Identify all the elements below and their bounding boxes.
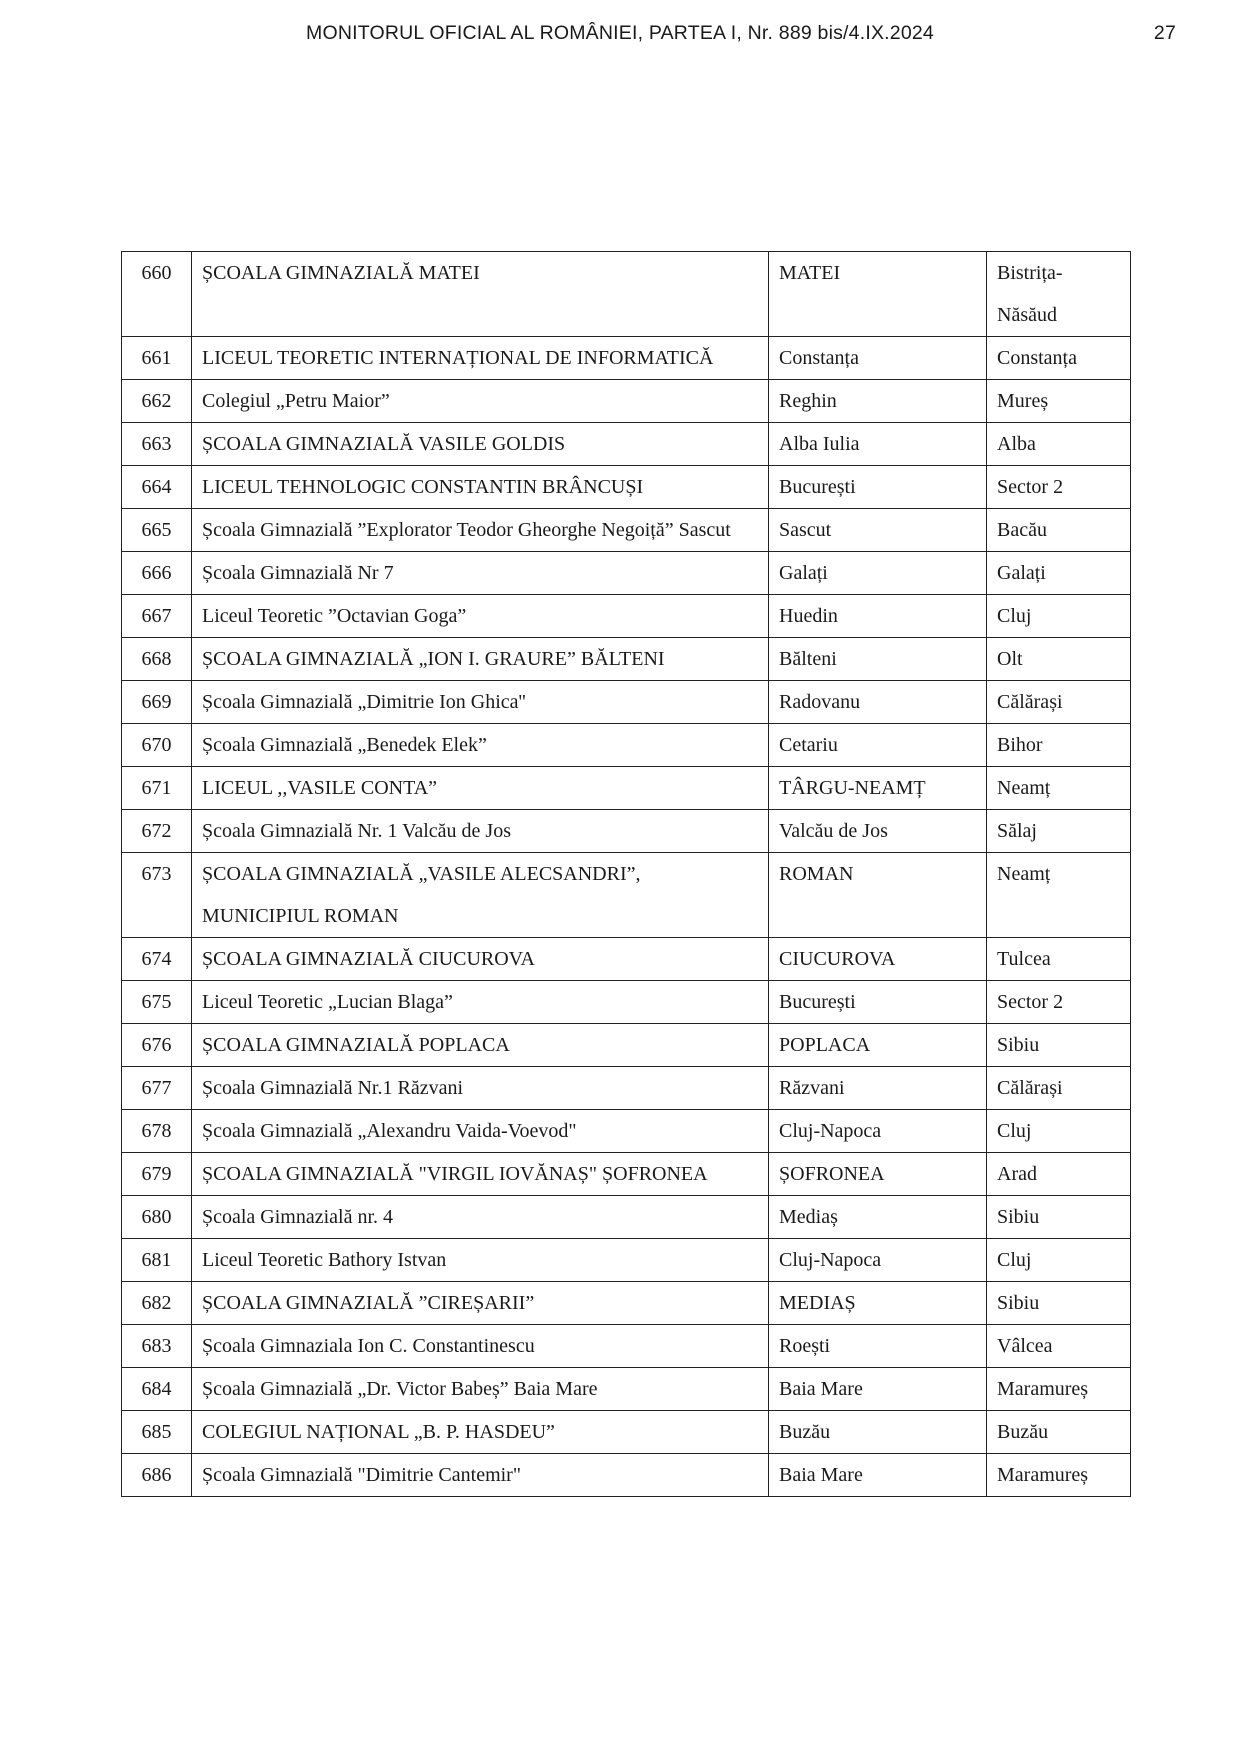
school-name-cell: Școala Gimnazială Nr.1 Răzvani [192, 1067, 769, 1110]
school-name-cell: Școala Gimnazială "Dimitrie Cantemir" [192, 1454, 769, 1497]
county-cell: Constanța [987, 337, 1131, 380]
county-cell: Neamț [987, 767, 1131, 810]
county-cell: Arad [987, 1153, 1131, 1196]
county-cell: Sălaj [987, 810, 1131, 853]
locality-cell: Huedin [769, 595, 987, 638]
locality-cell: Bălteni [769, 638, 987, 681]
school-name-cell: ȘCOALA GIMNAZIALĂ „VASILE ALECSANDRI”, MUNICIPIUL ROMAN [192, 853, 769, 938]
table-row [122, 767, 1131, 810]
row-number-cell: 677 [122, 1067, 192, 1110]
county-cell: Bistrița-Năsăud [987, 252, 1131, 337]
page-header [0, 22, 1240, 52]
county-cell: Bacău [987, 509, 1131, 552]
table-row [122, 423, 1131, 466]
school-name-cell: Școala Gimnazială „Alexandru Vaida-Voevod" [192, 1110, 769, 1153]
row-number-cell: 676 [122, 1024, 192, 1067]
table-row [122, 638, 1131, 681]
locality-cell: Mediaș [769, 1196, 987, 1239]
locality-cell: Răzvani [769, 1067, 987, 1110]
county-cell: Mureș [987, 380, 1131, 423]
table-row [122, 337, 1131, 380]
locality-cell: Cluj-Napoca [769, 1239, 987, 1282]
table-row [122, 1067, 1131, 1110]
locality-cell: TÂRGU-NEAMȚ [769, 767, 987, 810]
locality-cell: MEDIAȘ [769, 1282, 987, 1325]
table-row [122, 1282, 1131, 1325]
locality-cell: Sascut [769, 509, 987, 552]
table-row [122, 1110, 1131, 1153]
table-row [122, 1024, 1131, 1067]
county-cell: Sector 2 [987, 466, 1131, 509]
row-number-cell: 673 [122, 853, 192, 938]
row-number-cell: 683 [122, 1325, 192, 1368]
locality-cell: ȘOFRONEA [769, 1153, 987, 1196]
county-cell: Cluj [987, 1239, 1131, 1282]
table-row [122, 981, 1131, 1024]
school-name-cell: ȘCOALA GIMNAZIALĂ ”CIREȘARII” [192, 1282, 769, 1325]
table-row [122, 938, 1131, 981]
page-number: 27 [1153, 22, 1176, 44]
school-name-cell: ȘCOALA GIMNAZIALĂ „ION I. GRAURE” BĂLTENI [192, 638, 769, 681]
row-number-cell: 669 [122, 681, 192, 724]
county-cell: Buzău [987, 1411, 1131, 1454]
locality-cell: Cluj-Napoca [769, 1110, 987, 1153]
row-number-cell: 674 [122, 938, 192, 981]
school-name-cell: Școala Gimnazială „Dimitrie Ion Ghica'' [192, 681, 769, 724]
school-name-cell: Școala Gimnaziala Ion C. Constantinescu [192, 1325, 769, 1368]
table-row [122, 810, 1131, 853]
locality-cell: Reghin [769, 380, 987, 423]
row-number-cell: 664 [122, 466, 192, 509]
locality-cell: Valcău de Jos [769, 810, 987, 853]
locality-cell: Galați [769, 552, 987, 595]
row-number-cell: 663 [122, 423, 192, 466]
table-row [122, 509, 1131, 552]
school-name-cell: ȘCOALA GIMNAZIALĂ MATEI [192, 252, 769, 337]
school-name-cell: Școala Gimnazială „Benedek Elek” [192, 724, 769, 767]
county-cell: Maramureș [987, 1368, 1131, 1411]
school-name-cell: Școala Gimnazială Nr. 1 Valcău de Jos [192, 810, 769, 853]
school-name-cell: COLEGIUL NAȚIONAL „B. P. HASDEU” [192, 1411, 769, 1454]
county-cell: Cluj [987, 595, 1131, 638]
row-number-cell: 662 [122, 380, 192, 423]
table-row [122, 552, 1131, 595]
school-name-cell: ȘCOALA GIMNAZIALĂ POPLACA [192, 1024, 769, 1067]
county-cell: Sibiu [987, 1282, 1131, 1325]
row-number-cell: 686 [122, 1454, 192, 1497]
row-number-cell: 675 [122, 981, 192, 1024]
row-number-cell: 680 [122, 1196, 192, 1239]
county-cell: Bihor [987, 724, 1131, 767]
school-name-cell: Liceul Teoretic Bathory Istvan [192, 1239, 769, 1282]
school-name-cell: LICEUL TEORETIC INTERNAȚIONAL DE INFORMATICĂ [192, 337, 769, 380]
locality-cell: Radovanu [769, 681, 987, 724]
locality-cell: Cetariu [769, 724, 987, 767]
table-row [122, 1239, 1131, 1282]
table-row [122, 1411, 1131, 1454]
locality-cell: Baia Mare [769, 1454, 987, 1497]
school-name-cell: ȘCOALA GIMNAZIALĂ VASILE GOLDIS [192, 423, 769, 466]
school-name-cell: LICEUL TEHNOLOGIC CONSTANTIN BRÂNCUȘI [192, 466, 769, 509]
county-cell: Călărași [987, 1067, 1131, 1110]
county-cell: Maramureș [987, 1454, 1131, 1497]
county-cell: Cluj [987, 1110, 1131, 1153]
row-number-cell: 678 [122, 1110, 192, 1153]
school-name-cell: ȘCOALA GIMNAZIALĂ CIUCUROVA [192, 938, 769, 981]
locality-cell: POPLACA [769, 1024, 987, 1067]
locality-cell: Roești [769, 1325, 987, 1368]
table-row [122, 1454, 1131, 1497]
county-cell: Galați [987, 552, 1131, 595]
table-row [122, 1325, 1131, 1368]
table-row [122, 1368, 1131, 1411]
row-number-cell: 682 [122, 1282, 192, 1325]
county-cell: Călărași [987, 681, 1131, 724]
table-row [122, 252, 1131, 337]
locality-cell: CIUCUROVA [769, 938, 987, 981]
row-number-cell: 661 [122, 337, 192, 380]
locality-cell: MATEI [769, 252, 987, 337]
row-number-cell: 660 [122, 252, 192, 337]
row-number-cell: 670 [122, 724, 192, 767]
table-row [122, 1153, 1131, 1196]
school-name-cell: Colegiul „Petru Maior” [192, 380, 769, 423]
locality-cell: Alba Iulia [769, 423, 987, 466]
row-number-cell: 667 [122, 595, 192, 638]
school-name-cell: ȘCOALA GIMNAZIALĂ "VIRGIL IOVĂNAȘ" ȘOFRONEA [192, 1153, 769, 1196]
row-number-cell: 685 [122, 1411, 192, 1454]
table-row [122, 853, 1131, 938]
county-cell: Neamț [987, 853, 1131, 938]
county-cell: Alba [987, 423, 1131, 466]
school-name-cell: Școala Gimnazială „Dr. Victor Babeș” Baia Mare [192, 1368, 769, 1411]
locality-cell: Baia Mare [769, 1368, 987, 1411]
row-number-cell: 679 [122, 1153, 192, 1196]
county-cell: Olt [987, 638, 1131, 681]
row-number-cell: 668 [122, 638, 192, 681]
schools-table [121, 251, 1131, 1497]
county-cell: Sibiu [987, 1024, 1131, 1067]
table-row [122, 380, 1131, 423]
table-row [122, 724, 1131, 767]
school-name-cell: Școala Gimnazială ”Explorator Teodor Gheorghe Negoiță” Sascut [192, 509, 769, 552]
school-name-cell: Școala Gimnazială nr. 4 [192, 1196, 769, 1239]
school-name-cell: Liceul Teoretic „Lucian Blaga” [192, 981, 769, 1024]
county-cell: Sector 2 [987, 981, 1131, 1024]
table-row [122, 1196, 1131, 1239]
schools-table-body [122, 252, 1131, 1497]
row-number-cell: 666 [122, 552, 192, 595]
table-row [122, 681, 1131, 724]
table-row [122, 466, 1131, 509]
locality-cell: Constanța [769, 337, 987, 380]
locality-cell: ROMAN [769, 853, 987, 938]
row-number-cell: 684 [122, 1368, 192, 1411]
county-cell: Vâlcea [987, 1325, 1131, 1368]
school-name-cell: Școala Gimnazială Nr 7 [192, 552, 769, 595]
row-number-cell: 671 [122, 767, 192, 810]
county-cell: Sibiu [987, 1196, 1131, 1239]
locality-cell: București [769, 981, 987, 1024]
table-row [122, 595, 1131, 638]
row-number-cell: 672 [122, 810, 192, 853]
locality-cell: Buzău [769, 1411, 987, 1454]
school-name-cell: LICEUL ,,VASILE CONTA” [192, 767, 769, 810]
county-cell: Tulcea [987, 938, 1131, 981]
row-number-cell: 665 [122, 509, 192, 552]
locality-cell: București [769, 466, 987, 509]
row-number-cell: 681 [122, 1239, 192, 1282]
school-name-cell: Liceul Teoretic ”Octavian Goga” [192, 595, 769, 638]
publication-title: MONITORUL OFICIAL AL ROMÂNIEI, PARTEA I, Nr. 889 bis/4.IX.2024 [306, 22, 934, 44]
